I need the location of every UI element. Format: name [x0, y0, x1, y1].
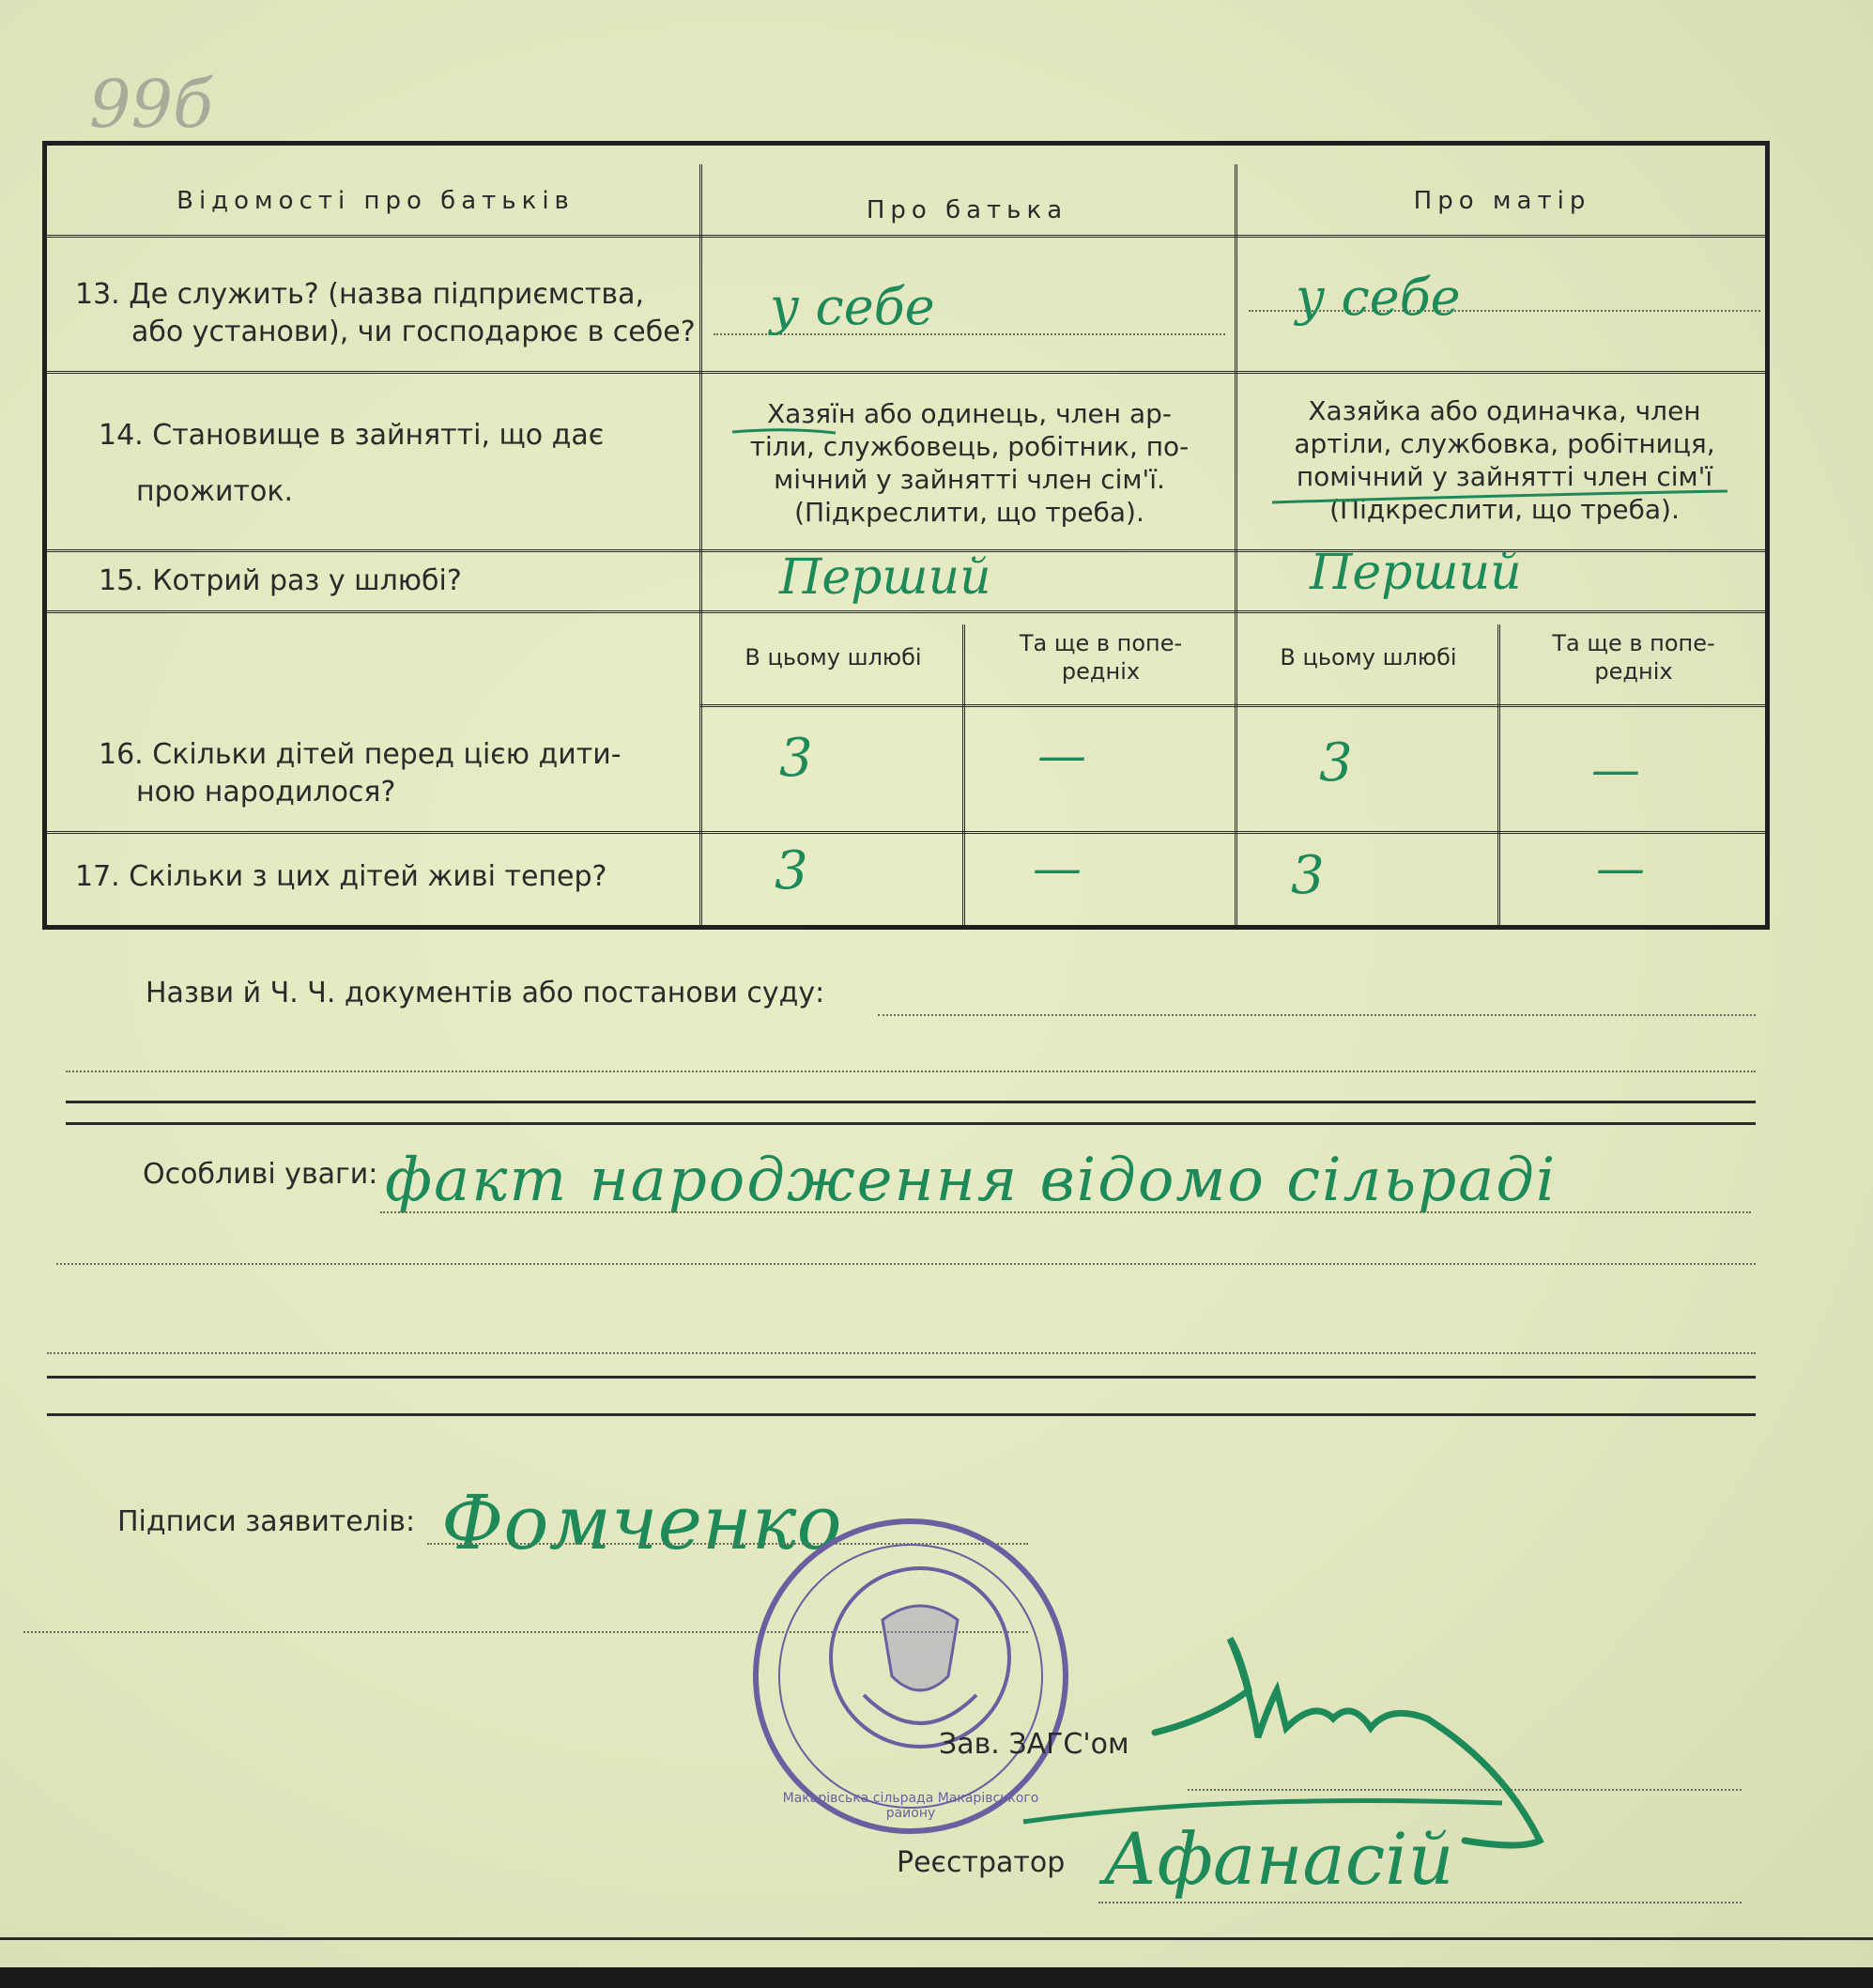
- father-status-line2: тіли, службовець, робітник, по-: [749, 431, 1190, 462]
- applicant-signature: Фомченко: [441, 1479, 842, 1566]
- mother-status-line2: артіли, службовка, робітниця,: [1294, 428, 1715, 459]
- father-children-before-this: 3: [779, 728, 813, 789]
- documents-label: Назви й Ч. Ч. документів або постанови суду:: [146, 977, 825, 1009]
- question-15: 15. Котрий раз у шлюбі?: [99, 564, 462, 597]
- father-workplace-value: у себе: [770, 277, 935, 336]
- mother-children-alive-previous: —: [1596, 840, 1645, 897]
- father-children-alive-this: 3: [775, 840, 808, 902]
- zags-head-label: Зав. ЗАГС'ом: [939, 1728, 1129, 1761]
- mother-marriage-number: Перший: [1310, 545, 1522, 601]
- mother-workplace-value: у себе: [1296, 268, 1461, 327]
- registrar-label: Реєстратор: [897, 1846, 1066, 1879]
- mother-status-line4: (Підкреслити, що треба).: [1329, 494, 1680, 525]
- father-status-line4: (Підкреслити, що треба).: [794, 497, 1144, 528]
- father-status-line1: Хазяїн або одинець, член ар-: [766, 398, 1172, 429]
- subheader-mother-previous-line2: редніх: [1594, 658, 1673, 685]
- subheader-mother-previous-line1: Та ще в попе-: [1552, 630, 1715, 656]
- stamp-text: Макарівська сільрада Макарівського району: [782, 1791, 1039, 1821]
- corner-note-text: 99б: [89, 66, 213, 143]
- header-mother: Про матір: [1413, 187, 1591, 215]
- mother-children-before-previous: —: [1591, 742, 1640, 798]
- mother-children-before-this: 3: [1319, 732, 1353, 794]
- subheader-father-this-marriage: В цьому шлюбі: [745, 644, 922, 670]
- question-13-line2: або установи), чи господарює в себе?: [131, 316, 696, 348]
- subheader-father-previous-line2: редніх: [1061, 658, 1141, 685]
- father-children-before-previous: —: [1037, 728, 1086, 784]
- registrar-signature: Афанасій: [1103, 1817, 1454, 1901]
- question-16-line2: ною народилося?: [136, 776, 396, 809]
- father-children-alive-previous: —: [1033, 840, 1082, 897]
- remarks-value: факт народження відомо сільраді: [385, 1146, 1558, 1215]
- mother-status-line1: Хазяйка або одиначка, член: [1308, 395, 1701, 426]
- question-16-line1: 16. Скільки дітей перед цією дити-: [99, 738, 622, 771]
- remarks-label: Особливі уваги:: [143, 1158, 378, 1191]
- mother-children-alive-this: 3: [1291, 845, 1325, 906]
- father-marriage-number: Перший: [779, 549, 991, 606]
- header-parents-info: Відомості про батьків: [177, 187, 575, 215]
- question-13-line1: 13. Де служить? (назва підприємства,: [75, 278, 645, 311]
- question-14-line1: 14. Становище в зайнятті, що дає: [99, 419, 605, 452]
- question-14-line2: прожиток.: [136, 475, 294, 508]
- subheader-father-previous-line1: Та ще в попе-: [1019, 630, 1183, 656]
- question-17: 17. Скільки з цих дітей живі тепер?: [75, 860, 607, 893]
- subheader-mother-this-marriage: В цьому шлюбі: [1280, 644, 1457, 670]
- applicants-signatures-label: Підписи заявителів:: [117, 1505, 416, 1538]
- mother-status-line3: помічний у зайнятті член сім'ї: [1296, 461, 1713, 492]
- header-father: Про батька: [866, 196, 1068, 224]
- father-status-line3: мічний у зайнятті член сім'ї.: [774, 464, 1165, 495]
